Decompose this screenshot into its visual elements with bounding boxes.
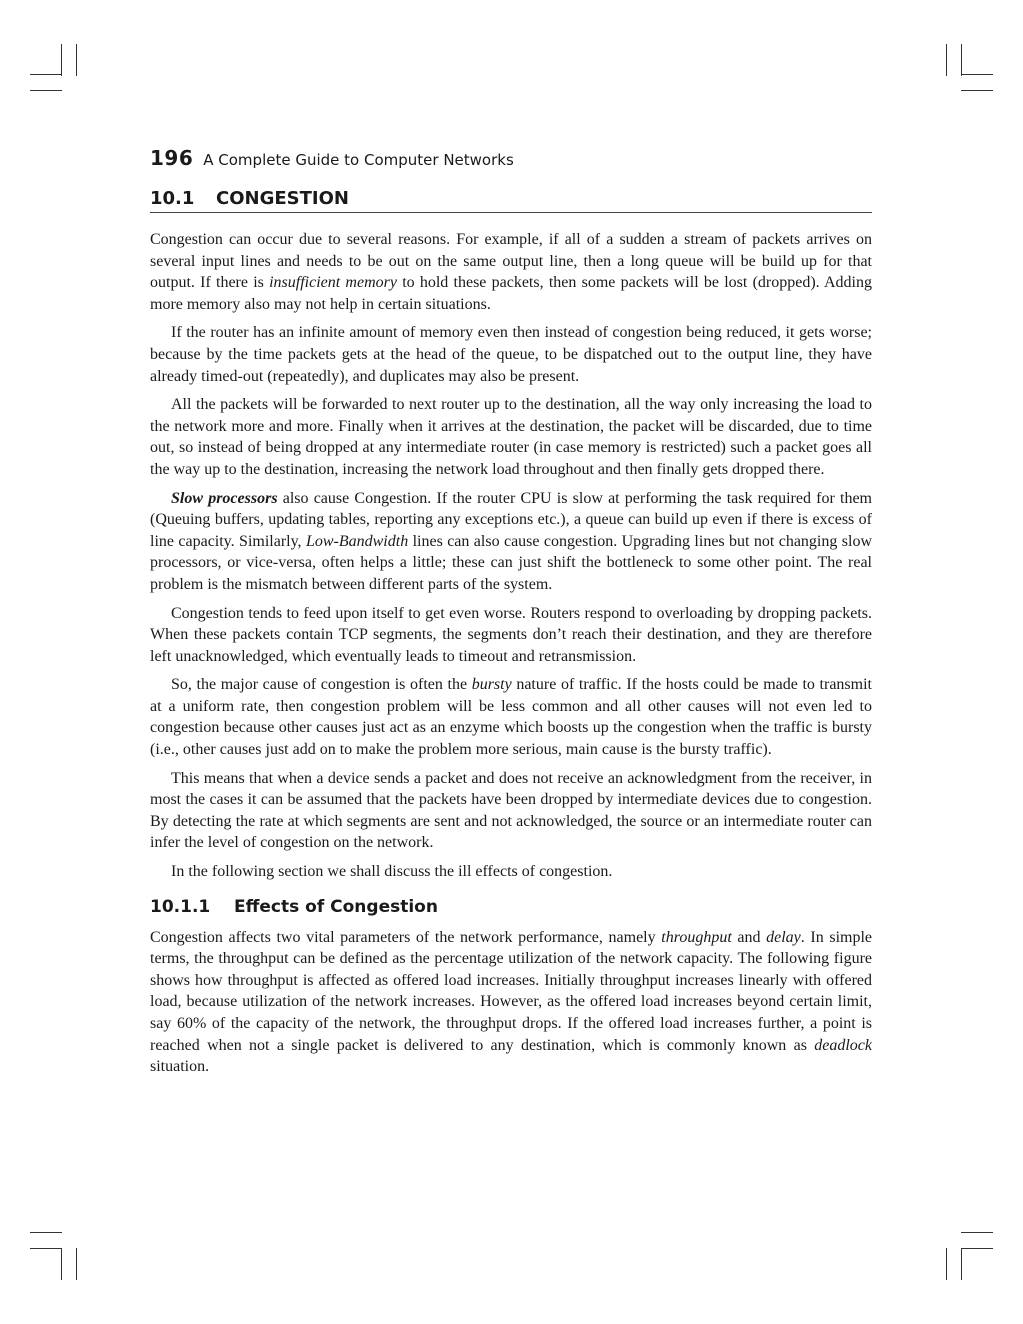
text-run: Congestion can occur due to several reasons. For example, if all of a sudden a stream of packets arrives on several input lines and needs to be out on the same output line, then a long queue will be build up for that output. If there is bbox=[150, 231, 872, 292]
text-run: nature of traffic. If the hosts could be made to transmit at a uniform rate, then congestion problem will be less common and all other causes will not even led to congestion because other causes just act as an enzyme which boosts up the congestion when the traffic is bursty (i.e., other causes just add on to make the problem more serious, main cause is the bursty traffic). bbox=[150, 676, 872, 759]
crop-mark bbox=[76, 1248, 77, 1280]
book-title: A Complete Guide to Computer Networks bbox=[203, 151, 514, 169]
paragraph: If the router has an infinite amount of memory even then instead of congestion being reduced, it gets worse; because by the time packets gets at the head of the queue, to be dispatched out to the output line, they have already timed-out (repeatedly), and duplicates may also be present. bbox=[150, 324, 872, 385]
page-number: 196 bbox=[150, 146, 194, 170]
crop-mark bbox=[76, 44, 77, 76]
running-header bbox=[150, 146, 872, 172]
crop-mark bbox=[961, 1248, 993, 1249]
crop-mark bbox=[961, 74, 993, 75]
crop-mark bbox=[961, 1232, 993, 1233]
text-run: also cause Congestion. If the router CPU is slow at performing the task required for them (Queuing buffers, updating tables, reporting any exceptions etc.), a queue can build up even if there is excess of line capacity. Similarly, bbox=[150, 489, 872, 550]
emphasis: Low-Bandwidth bbox=[305, 532, 409, 550]
paragraph bbox=[150, 229, 872, 315]
crop-mark bbox=[961, 1248, 962, 1280]
body-text bbox=[150, 229, 872, 1085]
section-title: CONGESTION bbox=[216, 188, 349, 209]
text-run: So, the major cause of congestion is often the bbox=[171, 676, 472, 694]
emphasis: Slow processors bbox=[171, 489, 278, 507]
paragraph: In the following section we shall discuss the ill effects of congestion. bbox=[171, 863, 613, 881]
crop-mark bbox=[30, 1232, 62, 1233]
crop-mark bbox=[961, 90, 993, 91]
subsection-number: 10.1.1 bbox=[150, 896, 211, 917]
section-heading bbox=[150, 188, 872, 213]
paragraph bbox=[150, 488, 872, 596]
paragraph: This means that when a device sends a packet and does not receive an acknowledgment from the receiver, in most the cases it can be assumed that the packets have been dropped by intermediate devices due to congestion. By detecting the rate at which segments are sent and not acknowledged, the source or an intermediate router can infer the level of congestion on the network. bbox=[150, 769, 872, 852]
text-run: to hold these packets, then some packets will be lost (dropped). Adding more memory also may not help in certain situations. bbox=[150, 274, 873, 313]
paragraph bbox=[150, 674, 872, 760]
emphasis: bursty bbox=[471, 676, 512, 694]
subsection-title: Effects of Congestion bbox=[234, 896, 438, 917]
text-run: and bbox=[731, 928, 767, 946]
emphasis: deadlock bbox=[814, 1036, 872, 1054]
paragraph: All the packets will be forwarded to next router up to the destination, all the way only increasing the load to the network more and more. Finally when it arrives at the destination, the packet will be discarded, due to time out, so instead of being dropped at any intermediate router (in case memory is restricted) such a packet goes all the way up to the destination, increasing the network load throughout and then finally gets dropped there. bbox=[150, 396, 872, 478]
section-number: 10.1 bbox=[150, 188, 195, 209]
crop-mark bbox=[30, 90, 62, 91]
text-run: Congestion affects two vital parameters of the network performance, namely bbox=[150, 928, 662, 946]
emphasis: insufficient memory bbox=[269, 274, 397, 292]
crop-mark bbox=[946, 1248, 947, 1280]
crop-mark bbox=[961, 44, 962, 76]
crop-mark bbox=[30, 74, 62, 75]
subsection-heading bbox=[150, 897, 872, 917]
emphasis: throughput bbox=[661, 928, 732, 946]
emphasis: delay bbox=[766, 928, 801, 946]
text-run: . In simple terms, the throughput can be defined as the percentage utilization of the network capacity. The following figure shows how throughput is affected as offered load increases. Initially throughput increases linearly with offered load, because utilization of the network increases. However, as the offered load increases beyond certain limit, say 60% of the capacity of the network, the throughput drops. If the offered load increases further, a point is reached when not a single packet is delivered to any destination, which is commonly known as bbox=[150, 928, 873, 1054]
paragraph bbox=[150, 927, 872, 1078]
paragraph: Congestion tends to feed upon itself to get even worse. Routers respond to overloading by dropping packets. When these packets contain TCP segments, the segments don’t reach their destination, and they are therefore left unacknowledged, which eventually leads to timeout and retransmission. bbox=[150, 604, 872, 665]
text-run: situation. bbox=[150, 1058, 210, 1076]
crop-mark bbox=[30, 1248, 62, 1249]
crop-mark bbox=[61, 44, 62, 76]
crop-mark bbox=[61, 1248, 62, 1280]
text-run: lines can also cause congestion. Upgrading lines but not changing slow processors, or vice-versa, often helps a little; these can just shift the bottleneck to some other point. The real problem is the mismatch between different parts of the system. bbox=[150, 532, 872, 593]
crop-mark bbox=[946, 44, 947, 76]
